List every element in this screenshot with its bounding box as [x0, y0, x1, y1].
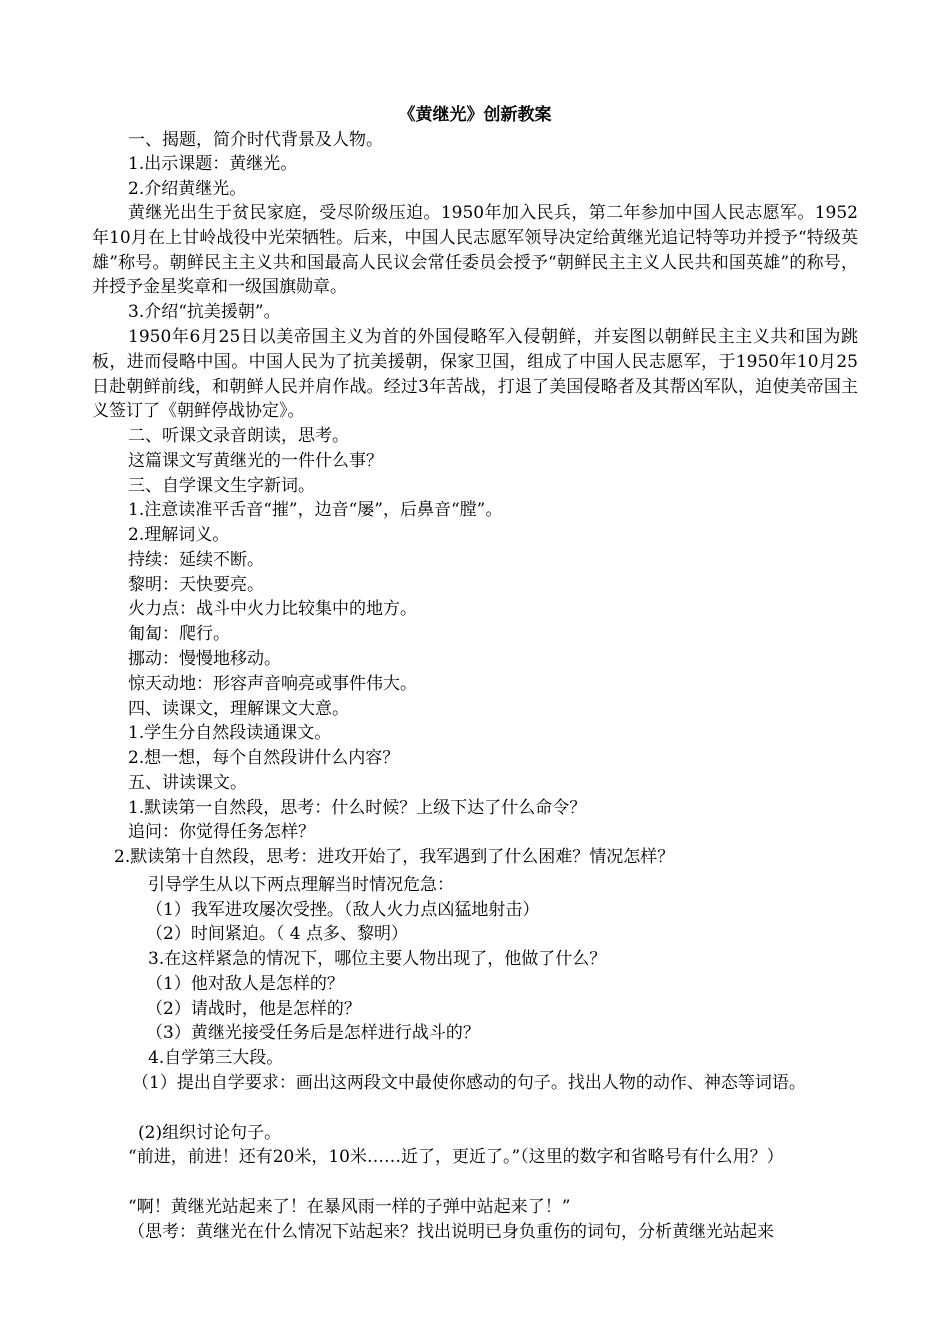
- list-item: 2.默读第十自然段，思考：进攻开始了，我军遇到了什么困难？情况怎样？: [114, 847, 675, 867]
- section-heading-1: 一、揭题，简介时代背景及人物。: [128, 130, 383, 150]
- document-title: 《黄继光》创新教案: [398, 105, 552, 125]
- list-item: 1.注意读准平舌音“摧”，边音“屡”，后鼻音“膛”。: [128, 500, 503, 520]
- paragraph-quote-advance: “前进，前进！还有20米，10米……近了，更近了。”（这里的数字和省略号有什么用？）: [128, 1147, 784, 1167]
- vocab-item: 挪动：慢慢地移动。: [128, 649, 281, 669]
- section-heading-3: 三、自学课文生字新词。: [128, 476, 315, 496]
- paragraph-huang-jiguang-bio: 黄继光出生于贫民家庭，受尽阶级压迫。1950年加入民兵，第二年参加中国人民志愿军。1952年10月在上甘岭战役中光荣牺牲。后来，中国人民志愿军领导决定给黄继光追记特等功并授予“特级英雄”称号。朝鲜民主主义共和国最高人民议会常任委员会授予“朝鲜民主主义人民共和国英雄”的称号，并授予金星奖章和一级国旗勋章。: [92, 203, 858, 298]
- sub-list-item: （2）时间紧迫。（ 4 点多、黎明）: [146, 924, 408, 944]
- list-item: 追问：你觉得任务怎样？: [128, 822, 315, 842]
- sub-list-item: （3）黄继光接受任务后是怎样进行战斗的？: [146, 1023, 480, 1043]
- question-text: （思考：黄继光在什么情况下站起来？找出说明已身负重伤的词句，分析黄继光站起来: [128, 1222, 774, 1242]
- vocab-item: 火力点：战斗中火力比较集中的地方。: [128, 599, 417, 619]
- list-item: 4.自学第三大段。: [148, 1048, 284, 1068]
- list-item: 1.默读第一自然段，思考：什么时候？上级下达了什么命令？: [128, 798, 587, 818]
- section-heading-5: 五、讲读课文。: [128, 773, 247, 793]
- list-item: 3.介绍“抗美援朝”。: [128, 302, 281, 322]
- paragraph-self-study-requirement: （1）提出自学要求：画出这两段文中最使你感动的句子。找出人物的动作、神态等词语。: [132, 1073, 806, 1093]
- list-item: 1.出示课题：黄继光。: [128, 154, 298, 174]
- paragraph-korean-war-background: 1950年6月25日以美帝国主义为首的外国侵略军入侵朝鲜，并妄图以朝鲜民主主义共和国为跳板，进而侵略中国。中国人民为了抗美援朝，保家卫国，组成了中国人民志愿军，于1950年10月25日赴朝鲜前线，和朝鲜人民并肩作战。经过3年苦战，打退了美国侵略者及其帮凶军队，迫使美帝国主义签订了《朝鲜停战协定》。: [92, 327, 858, 422]
- sub-list-item: （1）我军进攻屡次受挫。（敌人火力点凶猛地射击）: [146, 900, 540, 920]
- list-item: 1.学生分自然段读通课文。: [128, 723, 332, 743]
- list-item: 2.介绍黄继光。: [128, 179, 247, 199]
- sub-list-item: (2)组织讨论句子。: [138, 1123, 282, 1143]
- section-heading-2: 二、听课文录音朗读，思考。: [128, 426, 349, 446]
- question-text: 这篇课文写黄继光的一件什么事？: [128, 451, 383, 471]
- vocab-item: 匍匐：爬行。: [128, 624, 230, 644]
- list-item: 3.在这样紧急的情况下，哪位主要人物出现了，他做了什么？: [148, 949, 607, 969]
- vocab-item: 持续：延续不断。: [128, 550, 264, 570]
- sub-list-item: （2）请战时，他是怎样的？: [146, 999, 361, 1019]
- vocab-item: 惊天动地：形容声音响亮或事件伟大。: [128, 674, 417, 694]
- list-item: 2.想一想，每个自然段讲什么内容？: [128, 748, 400, 768]
- list-item: 引导学生从以下两点理解当时情况危急：: [148, 875, 454, 895]
- list-item: 2.理解词义。: [128, 525, 230, 545]
- vocab-item: 黎明：天快要亮。: [128, 575, 264, 595]
- section-heading-4: 四、读课文，理解课文大意。: [128, 699, 349, 719]
- quote-text: “啊！黄继光站起来了！在暴风雨一样的子弹中站起来了！”: [128, 1197, 571, 1217]
- sub-list-item: （1）他对敌人是怎样的？: [146, 974, 344, 994]
